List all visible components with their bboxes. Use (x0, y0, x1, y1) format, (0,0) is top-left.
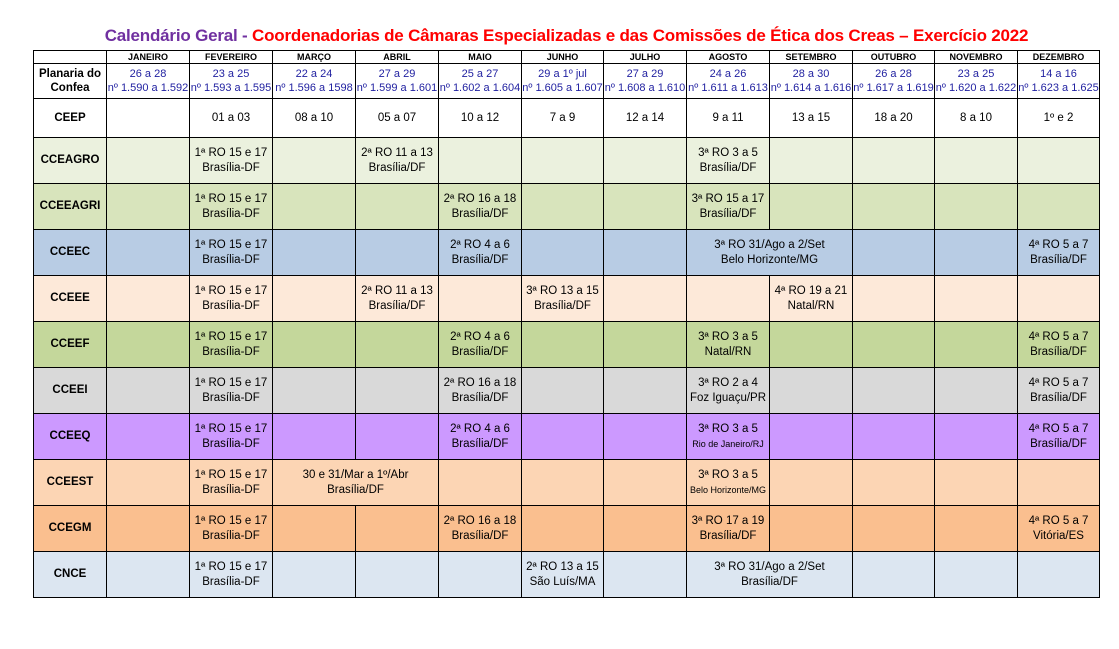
meeting-location: Brasília/DF (368, 299, 426, 312)
plenary-cell (273, 64, 356, 99)
empty-cell (853, 138, 935, 184)
empty-cell (853, 552, 935, 598)
plenary-dates: 24 a 26 (709, 68, 747, 80)
ccegm-row (34, 506, 1100, 552)
plenary-numbers: nº 1.590 a 1.592 (107, 82, 189, 94)
empty-cell (853, 322, 935, 368)
empty-cell (107, 276, 190, 322)
meeting-text: 2ª RO 4 a 6 (450, 422, 510, 435)
meeting-cell (273, 460, 439, 506)
meeting-cell (1018, 368, 1100, 414)
meeting-text: 2ª RO 4 a 6 (450, 330, 510, 343)
meeting-text: 2ª RO 11 a 13 (361, 146, 433, 159)
meeting-cell (1018, 506, 1100, 552)
ceep-cell: 12 a 14 (604, 99, 687, 138)
empty-cell (1018, 552, 1100, 598)
empty-cell (935, 322, 1018, 368)
empty-cell (273, 276, 356, 322)
empty-cell (604, 184, 687, 230)
cceec-row (34, 230, 1100, 276)
empty-cell (273, 414, 356, 460)
empty-cell (853, 184, 935, 230)
meeting-text: 3ª RO 2 a 4 (698, 376, 758, 389)
meeting-location: Brasília-DF (202, 437, 260, 450)
plenary-label-line2: Confea (50, 82, 90, 94)
month-header: JULHO (604, 51, 687, 64)
month-header-row (34, 51, 1100, 64)
empty-cell (107, 230, 190, 276)
month-header: JUNHO (522, 51, 604, 64)
empty-cell (935, 460, 1018, 506)
meeting-text: 2ª RO 13 a 15 (526, 560, 599, 573)
meeting-text: 3ª RO 17 a 19 (691, 514, 765, 527)
empty-cell (935, 230, 1018, 276)
meeting-cell (522, 276, 604, 322)
meeting-cell (687, 506, 770, 552)
meeting-text: 4ª RO 5 a 7 (1028, 238, 1089, 251)
meeting-text: 1ª RO 15 e 17 (194, 514, 268, 527)
meeting-text: 4ª RO 5 a 7 (1028, 376, 1089, 389)
meeting-text: 1ª RO 15 e 17 (194, 468, 268, 481)
cnce-row (34, 552, 1100, 598)
meeting-text: 1ª RO 15 e 17 (194, 146, 268, 159)
plenary-cell (439, 64, 522, 99)
meeting-location: Brasília/DF (327, 483, 384, 496)
month-header: AGOSTO (687, 51, 770, 64)
empty-cell (107, 460, 190, 506)
meeting-text: 2ª RO 16 a 18 (443, 376, 517, 389)
meeting-location: Brasília/DF (451, 391, 509, 404)
month-header: DEZEMBRO (1018, 51, 1100, 64)
meeting-text: 2ª RO 16 a 18 (443, 192, 517, 205)
meeting-location: Rio de Janeiro/RJ (692, 438, 764, 449)
meeting-location: Brasília-DF (202, 207, 260, 220)
empty-cell (107, 184, 190, 230)
meeting-location: Brasília-DF (202, 161, 260, 174)
empty-cell (604, 460, 687, 506)
empty-cell (439, 138, 522, 184)
empty-cell (107, 368, 190, 414)
meeting-text: 4ª RO 5 a 7 (1028, 514, 1089, 527)
empty-cell (107, 414, 190, 460)
meeting-cell (439, 322, 522, 368)
plenary-cell (190, 64, 273, 99)
meeting-location: Brasília/DF (699, 207, 757, 220)
meeting-cell (687, 552, 853, 598)
empty-cell (604, 368, 687, 414)
empty-cell (604, 552, 687, 598)
meeting-location: Brasília-DF (202, 529, 260, 542)
empty-cell (273, 506, 356, 552)
meeting-location: Brasília/DF (451, 529, 509, 542)
meeting-cell (190, 552, 273, 598)
month-header: SETEMBRO (770, 51, 853, 64)
empty-cell (687, 276, 770, 322)
meeting-location: Brasília-DF (202, 345, 260, 358)
title-part-1: Calendário Geral - (104, 26, 253, 45)
empty-cell (356, 322, 439, 368)
meeting-cell (439, 414, 522, 460)
meeting-location: Brasília/DF (368, 161, 426, 174)
plenary-numbers: nº 1.608 a 1.610 (604, 82, 686, 94)
page-title (0, 26, 1119, 46)
meeting-text: 4ª RO 5 a 7 (1028, 422, 1089, 435)
empty-cell (604, 230, 687, 276)
row-label-ceep: CEEP (34, 99, 107, 138)
empty-cell (853, 368, 935, 414)
meeting-cell (356, 138, 439, 184)
plenary-dates: 23 a 25 (212, 68, 250, 80)
ceep-cell: 1º e 2 (1018, 99, 1100, 138)
empty-cell (522, 138, 604, 184)
plenary-cell (853, 64, 935, 99)
meeting-location: Brasília/DF (741, 575, 798, 588)
meeting-text: 2ª RO 16 a 18 (443, 514, 517, 527)
empty-cell (1018, 138, 1100, 184)
empty-cell (356, 552, 439, 598)
meeting-cell (439, 506, 522, 552)
plenary-numbers: nº 1.614 a 1.616 (770, 82, 852, 94)
empty-cell (604, 322, 687, 368)
plenary-dates: 23 a 25 (957, 68, 995, 80)
month-header: MARÇO (273, 51, 356, 64)
meeting-location: Brasília/DF (1030, 253, 1087, 266)
empty-cell (770, 184, 853, 230)
meeting-cell (687, 230, 853, 276)
empty-cell (935, 368, 1018, 414)
plenary-cell (356, 64, 439, 99)
meeting-cell (1018, 230, 1100, 276)
month-header: FEVEREIRO (190, 51, 273, 64)
meeting-location: Brasília-DF (202, 575, 260, 588)
meeting-location: Natal/RN (704, 345, 752, 358)
ceep-cell: 18 a 20 (853, 99, 935, 138)
empty-cell (273, 230, 356, 276)
meeting-text: 3ª RO 3 a 5 (698, 330, 758, 343)
meeting-text: 1ª RO 15 e 17 (194, 284, 268, 297)
meeting-text: 2ª RO 11 a 13 (361, 284, 433, 297)
plenary-dates: 25 a 27 (461, 68, 499, 80)
meeting-cell (439, 184, 522, 230)
plenary-numbers: nº 1.617 a 1.619 (853, 82, 934, 94)
empty-cell (1018, 184, 1100, 230)
empty-cell (770, 368, 853, 414)
empty-cell (770, 414, 853, 460)
meeting-location: Brasília/DF (1030, 437, 1087, 450)
meeting-text: 3ª RO 3 a 5 (698, 146, 758, 159)
meeting-text: 3ª RO 31/Ago a 2/Set (714, 238, 825, 251)
meeting-cell (190, 368, 273, 414)
meeting-location: Brasília/DF (699, 529, 757, 542)
meeting-cell (687, 184, 770, 230)
empty-cell (935, 552, 1018, 598)
meeting-location: Vitória/ES (1033, 529, 1084, 542)
cceee-row (34, 276, 1100, 322)
empty-cell (1018, 460, 1100, 506)
empty-cell (107, 138, 190, 184)
empty-cell (356, 414, 439, 460)
empty-cell (356, 368, 439, 414)
meeting-location: Brasília/DF (451, 345, 509, 358)
ceep-cell: 10 a 12 (439, 99, 522, 138)
empty-cell (439, 276, 522, 322)
meeting-cell (190, 184, 273, 230)
plenary-label-line1: Planaria do (39, 68, 101, 80)
meeting-cell (190, 460, 273, 506)
ceep-cell: 7 a 9 (522, 99, 604, 138)
row-label-plenary (34, 64, 107, 99)
empty-cell (604, 276, 687, 322)
meeting-location: Belo Horizonte/MG (689, 484, 767, 495)
meeting-cell (687, 138, 770, 184)
empty-cell (604, 138, 687, 184)
meeting-text: 3ª RO 15 a 17 (691, 192, 765, 205)
ceep-cell: 01 a 03 (190, 99, 273, 138)
meeting-cell (190, 322, 273, 368)
meeting-text: 1ª RO 15 e 17 (194, 238, 268, 251)
meeting-text: 1ª RO 15 e 17 (194, 376, 268, 389)
plenary-numbers: nº 1.620 a 1.622 (935, 82, 1017, 94)
meeting-location: Foz Iguaçu/PR (689, 391, 767, 404)
meeting-cell (190, 138, 273, 184)
empty-cell (522, 506, 604, 552)
plenary-cell (1018, 64, 1100, 99)
ceep-cell (107, 99, 190, 138)
meeting-cell (687, 368, 770, 414)
plenary-cell (107, 64, 190, 99)
empty-cell (770, 322, 853, 368)
meeting-cell (522, 552, 604, 598)
row-label-ccegm: CCEGM (34, 506, 107, 552)
row-label-cceei: CCEEI (34, 368, 107, 414)
row-label-cceeq: CCEEQ (34, 414, 107, 460)
meeting-text: 2ª RO 4 a 6 (450, 238, 510, 251)
meeting-cell (687, 460, 770, 506)
meeting-text: 3ª RO 13 a 15 (526, 284, 599, 297)
empty-cell (356, 184, 439, 230)
plenary-numbers: nº 1.611 a 1.613 (688, 82, 768, 94)
meeting-text: 1ª RO 15 e 17 (194, 560, 268, 573)
meeting-location: Brasília-DF (202, 483, 260, 496)
cceagro-row (34, 138, 1100, 184)
plenary-numbers: nº 1.623 a 1.625 (1018, 82, 1099, 94)
title-part-2: Coordenadorias de Câmaras Especializadas e das Comissões de Ética dos Creas – Exercício 2022 (252, 26, 1029, 45)
meeting-cell (190, 276, 273, 322)
row-label-cceeagri: CCEEAGRI (34, 184, 107, 230)
row-label-cceagro: CCEAGRO (34, 138, 107, 184)
ceep-cell: 9 a 11 (687, 99, 770, 138)
ceep-cell: 8 a 10 (935, 99, 1018, 138)
empty-cell (522, 368, 604, 414)
cceei-row (34, 368, 1100, 414)
meeting-location: São Luís/MA (529, 575, 596, 588)
month-header: OUTUBRO (853, 51, 935, 64)
meeting-text: 4ª RO 5 a 7 (1028, 330, 1089, 343)
empty-cell (853, 460, 935, 506)
ceep-row (34, 99, 1100, 138)
ceep-cell: 05 a 07 (356, 99, 439, 138)
empty-cell (356, 506, 439, 552)
month-header: JANEIRO (107, 51, 190, 64)
month-header: MAIO (439, 51, 522, 64)
empty-cell (604, 506, 687, 552)
meeting-text: 1ª RO 15 e 17 (194, 422, 268, 435)
plenary-cell (604, 64, 687, 99)
meeting-cell (687, 322, 770, 368)
ceep-cell: 13 a 15 (770, 99, 853, 138)
plenary-dates: 14 a 16 (1040, 68, 1077, 80)
meeting-location: Belo Horizonte/MG (720, 253, 819, 266)
cceeq-row (34, 414, 1100, 460)
meeting-cell (190, 230, 273, 276)
empty-cell (935, 184, 1018, 230)
calendar-table (33, 50, 1100, 598)
plenary-dates: 27 a 29 (378, 68, 416, 80)
meeting-location: Brasília/DF (451, 253, 509, 266)
meeting-text: 30 e 31/Mar a 1º/Abr (302, 468, 409, 481)
meeting-text: 4ª RO 19 a 21 (774, 284, 848, 297)
plenary-cell (770, 64, 853, 99)
meeting-cell (190, 414, 273, 460)
plenary-cell (522, 64, 604, 99)
row-label-cceee: CCEEE (34, 276, 107, 322)
plenary-numbers: nº 1.593 a 1.595 (190, 82, 272, 94)
plenary-cell (935, 64, 1018, 99)
empty-cell (853, 506, 935, 552)
empty-cell (273, 138, 356, 184)
empty-cell (522, 322, 604, 368)
empty-cell (770, 460, 853, 506)
plenary-row (34, 64, 1100, 99)
plenary-dates: 22 a 24 (295, 68, 333, 80)
plenary-numbers: nº 1.596 a 1598 (275, 82, 353, 94)
empty-cell (273, 552, 356, 598)
meeting-location: Brasília/DF (699, 161, 757, 174)
month-header: ABRIL (356, 51, 439, 64)
empty-cell (604, 414, 687, 460)
plenary-dates: 29 a 1º jul (538, 68, 587, 80)
empty-cell (1018, 276, 1100, 322)
plenary-cell (687, 64, 770, 99)
corner-cell (34, 51, 107, 64)
plenary-numbers: nº 1.599 a 1.601 (356, 82, 438, 94)
empty-cell (522, 230, 604, 276)
meeting-text: 1ª RO 15 e 17 (194, 192, 268, 205)
plenary-numbers: nº 1.602 a 1.604 (439, 82, 521, 94)
plenary-dates: 28 a 30 (792, 68, 830, 80)
empty-cell (439, 552, 522, 598)
plenary-dates: 26 a 28 (129, 68, 167, 80)
empty-cell (935, 276, 1018, 322)
empty-cell (853, 414, 935, 460)
empty-cell (107, 552, 190, 598)
meeting-location: Brasília/DF (451, 437, 509, 450)
meeting-location: Brasília/DF (1030, 391, 1087, 404)
empty-cell (935, 138, 1018, 184)
cceef-row (34, 322, 1100, 368)
empty-cell (356, 230, 439, 276)
empty-cell (853, 276, 935, 322)
meeting-cell (439, 230, 522, 276)
empty-cell (853, 230, 935, 276)
meeting-cell (1018, 322, 1100, 368)
plenary-dates: 26 a 28 (875, 68, 912, 80)
empty-cell (522, 184, 604, 230)
empty-cell (273, 184, 356, 230)
meeting-cell (356, 276, 439, 322)
empty-cell (770, 506, 853, 552)
row-label-cceest: CCEEST (34, 460, 107, 506)
empty-cell (107, 506, 190, 552)
meeting-location: Brasília-DF (202, 391, 260, 404)
row-label-cnce: CNCE (34, 552, 107, 598)
empty-cell (522, 460, 604, 506)
empty-cell (439, 460, 522, 506)
meeting-cell (439, 368, 522, 414)
cceeagri-row (34, 184, 1100, 230)
meeting-location: Brasília-DF (202, 299, 260, 312)
empty-cell (935, 506, 1018, 552)
empty-cell (273, 322, 356, 368)
meeting-text: 3ª RO 31/Ago a 2/Set (714, 560, 825, 573)
meeting-text: 3ª RO 3 a 5 (698, 468, 758, 481)
empty-cell (522, 414, 604, 460)
meeting-text: 3ª RO 3 a 5 (698, 422, 758, 435)
row-label-cceef: CCEEF (34, 322, 107, 368)
meeting-location: Brasília/DF (534, 299, 591, 312)
meeting-text: 1ª RO 15 e 17 (194, 330, 268, 343)
ceep-cell: 08 a 10 (273, 99, 356, 138)
plenary-dates: 27 a 29 (626, 68, 664, 80)
empty-cell (770, 138, 853, 184)
meeting-location: Brasília-DF (202, 253, 260, 266)
row-label-cceec: CCEEC (34, 230, 107, 276)
meeting-location: Brasília/DF (1030, 345, 1087, 358)
meeting-cell (190, 506, 273, 552)
cceest-row (34, 460, 1100, 506)
meeting-location: Natal/RN (787, 299, 835, 312)
plenary-numbers: nº 1.605 a 1.607 (522, 82, 603, 94)
empty-cell (273, 368, 356, 414)
meeting-cell (1018, 414, 1100, 460)
empty-cell (107, 322, 190, 368)
meeting-cell (770, 276, 853, 322)
empty-cell (935, 414, 1018, 460)
meeting-location: Brasília/DF (451, 207, 509, 220)
month-header: NOVEMBRO (935, 51, 1018, 64)
meeting-cell (687, 414, 770, 460)
